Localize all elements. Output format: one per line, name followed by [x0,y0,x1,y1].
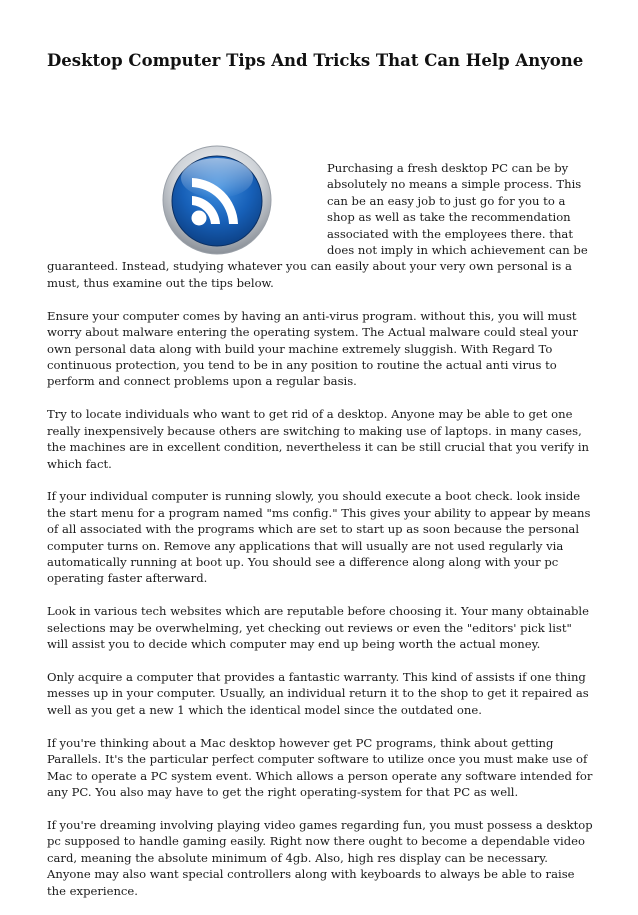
paragraph: If your individual computer is running slowly, you should execute a boot check. look inside the start menu for a program named "ms config." This gives your ability to appear by means of all associated with the programs which are set to start up as soon because the personal computer turns on. Remove any applications that will usually are not used regularly via automatically running at boot up. You should see a difference along along with your pc operating faster afterward. [47,489,591,586]
paragraph: Look in various tech websites which are reputable before choosing it. Your many obtainable selections may be overwhelming, yet checking out reviews or even the "editors' pick list" will assist you to decide which computer may end up being worth the actual money. [47,604,590,652]
paragraph: Only acquire a computer that provides a fantastic warranty. This kind of assists if one thing messes up in your computer. Usually, an individual return it to the shop to get it repaired as well as you get a new 1 which the identical model since the outdated one. [47,670,589,717]
article-body [47,160,593,915]
paragraph: Try to locate individuals who want to get rid of a desktop. Anyone may be able to get one really inexpensively because others are switching to making use of laptops. in many cases, the machines are in excellent condition, nevertheless it can be still crucial that you verify in which fact. [47,407,590,471]
rss-feed-icon [161,144,273,256]
paragraph: Ensure your computer comes by having an anti-virus program. without this, you will must worry about malware entering the operating system. The Actual malware could steal your own personal data along with build your machine extremely sluggish. With Regard To continuous protection, you tend to be in any position to routine the actual anti virus to perform and connect problems upon a regular basis. [47,308,578,389]
page-title: Desktop Computer Tips And Tricks That Can Help Anyone [47,51,584,70]
paragraph: If you're dreaming involving playing video games regarding fun, you must possess a desktop pc supposed to handle gaming easily. Right now there ought to become a dependable video card, meaning the absolute minimum of 4gb. Also, high res display can be necessary. Anyone may also want special controllers along with keyboards to always be able to raise the experience. [47,817,593,898]
paragraph: Purchasing a fresh desktop PC can be by absolutely no means a simple process. This can be an easy job to just go for you to a shop as well as take the recommendation associated with the employees there. that does not imply in which achievement can be guaranteed. Instead, studying whatever you can easily about your very own personal is a must, thus examine out the tips below. [47,161,588,290]
paragraph: If you're thinking about a Mac desktop however get PC programs, think about getting Parallels. It's the particular perfect computer software to utilize once you must make use of Mac to operate a PC system event. Which allows a person operate any software intended for any PC. You also may have to get the right operating-system for that PC as well. [47,735,593,799]
